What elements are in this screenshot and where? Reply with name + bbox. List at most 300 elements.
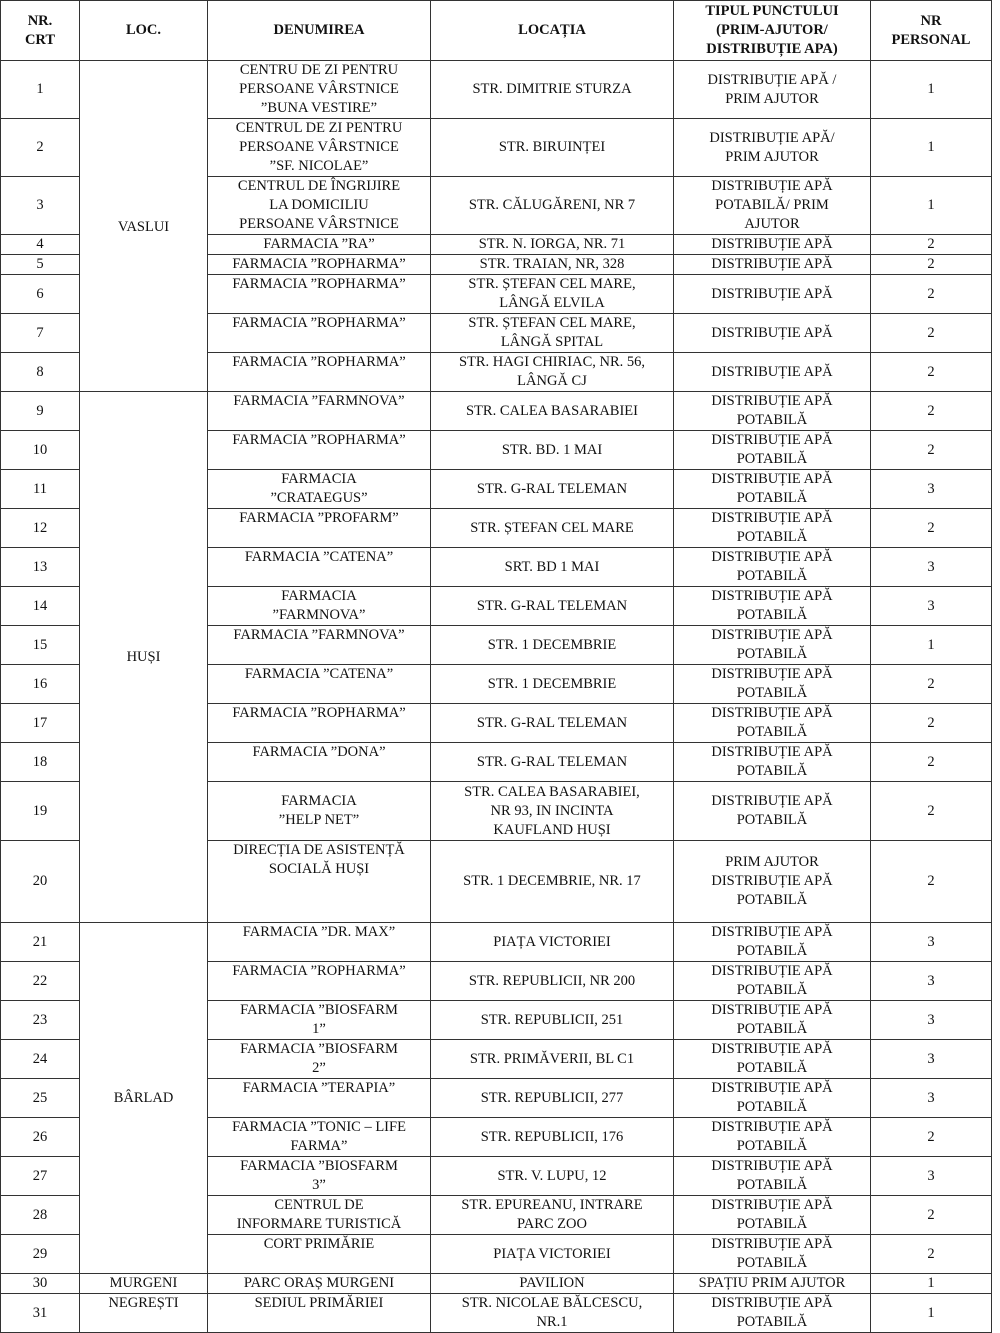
cell-tipul-punctului-text: DISTRIBUȚIE APĂ POTABILĂ [711,588,833,623]
cell-tipul-punctului [674,235,871,255]
cell-locatia-text: STR. 1 DECEMBRIE, NR. 17 [463,873,641,889]
cell-nr-crt [1,119,80,177]
cell-locatia [431,1040,674,1079]
cell-nr-personal [871,353,992,392]
cell-nr-personal-text: 2 [927,1128,935,1145]
cell-tipul-punctului-text: PRIM AJUTOR DISTRIBUȚIE APĂ POTABILĂ [711,854,833,908]
cell-nr-crt-text: 15 [32,636,48,653]
header-loc: LOC. [80,1,208,61]
cell-nr-personal [871,923,992,962]
cell-nr-personal-text: 2 [927,285,935,302]
cell-denumirea-text: CENTRUL DE ÎNGRIJIRE LA DOMICILIU PERSOANE VÂRSTNICE [237,178,401,232]
cell-denumirea [208,704,431,743]
cell-nr-personal [871,1079,992,1118]
cell-nr-personal [871,1157,992,1196]
cell-tipul-punctului [674,353,871,392]
cell-denumirea [208,235,431,255]
cell-nr-personal-text: 2 [927,363,935,380]
cell-nr-personal-text: 2 [927,1206,935,1223]
cell-denumirea [208,392,431,431]
cell-locatia [431,743,674,782]
cell-tipul-punctului-text: DISTRIBUȚIE APĂ POTABILĂ [711,705,833,740]
cell-denumirea-text: FARMACIA ”HELP NET” [278,793,360,828]
cell-tipul-punctului [674,782,871,841]
cell-locatia-text: STR. ȘTEFAN CEL MARE [470,519,634,536]
cell-locatia-text: STR. CALEA BASARABIEI, NR 93, IN INCINTA KAUFLAND HUȘI [464,783,640,838]
cell-nr-personal-text: 1 [927,636,935,653]
cell-localitate [80,1294,208,1333]
cell-tipul-punctului [674,1235,871,1274]
cell-localitate-text: VASLUI [117,219,170,235]
cell-tipul-punctului [674,841,871,923]
cell-nr-crt [1,1118,80,1157]
cell-locatia-text: STR. EPUREANU, INTRARE PARC ZOO [461,1197,643,1232]
cell-locatia [431,1001,674,1040]
cell-tipul-punctului-text: DISTRIBUȚIE APĂ POTABILĂ [711,666,833,701]
cell-tipul-punctului [674,509,871,548]
cell-denumirea [208,548,431,587]
cell-tipul-punctului-text: DISTRIBUȚIE APĂ POTABILĂ [711,627,833,662]
cell-tipul-punctului-text: DISTRIBUȚIE APĂ POTABILĂ/ PRIM AJUTOR [711,178,833,232]
cell-denumirea [208,353,431,392]
table-row [1,61,992,119]
cell-nr-crt [1,743,80,782]
cell-nr-personal-text: 2 [927,256,935,272]
cell-nr-personal [871,1196,992,1235]
cell-denumirea [208,1079,431,1118]
cell-nr-crt [1,923,80,962]
cell-nr-crt-text: 14 [32,597,48,614]
cell-locatia-text: STR. NICOLAE BĂLCESCU, NR.1 [461,1295,643,1330]
cell-tipul-punctului-text: DISTRIBUȚIE APĂ POTABILĂ [711,1236,833,1271]
cell-nr-crt-text: 4 [36,236,44,252]
cell-tipul-punctului-text: DISTRIBUȚIE APĂ [711,236,833,252]
cell-locatia [431,431,674,470]
cell-nr-crt-text: 21 [32,933,48,950]
cell-denumirea [208,782,431,841]
cell-nr-personal-text: 2 [927,519,935,536]
cell-denumirea [208,1235,431,1274]
cell-nr-crt [1,548,80,587]
cell-tipul-punctului-text: DISTRIBUȚIE APĂ / PRIM AJUTOR [707,71,837,107]
cell-tipul-punctului-text: DISTRIBUȚIE APĂ POTABILĂ [711,393,833,428]
cell-tipul-punctului-text: DISTRIBUȚIE APĂ POTABILĂ [711,1119,833,1154]
cell-locatia [431,235,674,255]
cell-tipul-punctului [674,743,871,782]
cell-nr-personal-text: 2 [927,675,935,692]
cell-nr-crt [1,314,80,353]
cell-denumirea [208,587,431,626]
cell-nr-personal [871,235,992,255]
cell-denumirea [208,177,431,235]
cell-locatia-text: PAVILION [519,1275,585,1291]
cell-tipul-punctului [674,61,871,119]
cell-nr-personal-text: 3 [927,558,935,575]
cell-nr-personal [871,392,992,431]
cell-nr-personal [871,841,992,923]
cell-locatia-text: STR. G-RAL TELEMAN [476,480,628,497]
table-row [1,1274,992,1294]
cell-locatia-text: STR. V. LUPU, 12 [497,1167,607,1184]
header-tipul-punctului: TIPUL PUNCTULUI (PRIM-AJUTOR/ DISTRIBUȚIE APA) [674,1,871,61]
cell-nr-crt-text: 27 [32,1167,48,1184]
cell-nr-crt-text: 26 [32,1128,48,1145]
cell-nr-crt-text: 9 [36,402,44,419]
cell-tipul-punctului [674,1040,871,1079]
cell-denumirea [208,743,431,782]
cell-denumirea-text: FARMACIA ”DONA” [252,744,386,760]
cell-nr-personal [871,704,992,743]
cell-nr-personal-text: 2 [927,402,935,419]
cell-locatia [431,119,674,177]
cell-denumirea-text: FARMACIA ”CRATAEGUS” [270,471,368,506]
cell-locatia-text: PIAȚA VICTORIEI [493,933,611,950]
cell-nr-crt-text: 17 [32,714,48,731]
cell-nr-personal [871,119,992,177]
cell-locatia-text: STR. G-RAL TELEMAN [476,597,628,614]
table-row [1,392,992,431]
cell-nr-personal-text: 2 [927,714,935,731]
cell-nr-crt-text: 28 [32,1206,48,1223]
cell-tipul-punctului-text: DISTRIBUȚIE APĂ POTABILĂ [711,1158,833,1193]
header-locatia: LOCAȚIA [431,1,674,61]
cell-nr-crt [1,1274,80,1294]
cell-tipul-punctului-text: DISTRIBUȚIE APĂ POTABILĂ [711,1197,833,1232]
cell-locatia [431,1294,674,1333]
cell-tipul-punctului [674,177,871,235]
cell-nr-crt-text: 3 [36,197,44,213]
cell-tipul-punctului-text: DISTRIBUȚIE APĂ [711,256,833,272]
cell-locatia [431,314,674,353]
cell-nr-crt-text: 16 [32,675,48,692]
cell-tipul-punctului [674,1079,871,1118]
cell-denumirea-text: FARMACIA ”BIOSFARM 2” [240,1041,398,1076]
cell-nr-crt-text: 30 [32,1275,48,1291]
cell-denumirea-text: FARMACIA ”RA” [263,236,375,252]
cell-nr-crt-text: 5 [36,256,44,272]
cell-denumirea [208,962,431,1001]
cell-tipul-punctului-text: DISTRIBUȚIE APĂ POTABILĂ [711,744,833,779]
cell-denumirea-text: FARMACIA ”DR. MAX” [242,924,396,940]
cell-locatia-text: STR. REPUBLICII, 176 [480,1128,624,1145]
cell-nr-crt-text: 13 [32,558,48,575]
cell-locatia-text: STR. ȘTEFAN CEL MARE, LÂNGĂ SPITAL [468,315,636,350]
cell-nr-personal [871,1118,992,1157]
cell-locatia-text: STR. ȘTEFAN CEL MARE, LÂNGĂ ELVILA [468,276,636,311]
header-row [1,1,992,61]
cell-locatia-text: STR. DIMITRIE STURZA [472,81,632,97]
cell-localitate-text: MURGENI [109,1275,178,1291]
cell-nr-crt-text: 29 [32,1245,48,1262]
cell-tipul-punctului-text: DISTRIBUȚIE APĂ POTABILĂ [711,1080,833,1115]
cell-nr-crt-text: 7 [36,324,44,341]
cell-nr-personal-text: 1 [927,197,935,213]
cell-denumirea-text: CENTRUL DE INFORMARE TURISTICĂ [236,1197,402,1232]
cell-tipul-punctului-text: DISTRIBUȚIE APĂ [711,324,833,341]
cell-locatia [431,255,674,275]
cell-tipul-punctului [674,923,871,962]
cell-locatia [431,275,674,314]
cell-nr-crt [1,841,80,923]
cell-nr-personal-text: 2 [927,753,935,770]
cell-denumirea-text: FARMACIA ”FARMNOVA” [233,393,405,409]
cell-denumirea-text: FARMACIA ”ROPHARMA” [232,705,406,721]
cell-denumirea-text: PARC ORAȘ MURGENI [243,1275,395,1291]
cell-nr-personal-text: 2 [927,236,935,252]
cell-nr-personal-text: 3 [927,972,935,989]
cell-nr-personal [871,1294,992,1333]
cell-nr-crt-text: 24 [32,1050,48,1067]
cell-denumirea-text: FARMACIA ”ROPHARMA” [232,315,406,331]
cell-tipul-punctului-text: DISTRIBUȚIE APĂ POTABILĂ [711,1295,833,1330]
cell-nr-crt-text: 8 [36,363,44,380]
cell-nr-personal [871,962,992,1001]
cell-tipul-punctului-text: DISTRIBUȚIE APĂ POTABILĂ [711,924,833,959]
cell-denumirea [208,665,431,704]
cell-locatia-text: STR. BD. 1 MAI [501,441,603,458]
cell-denumirea-text: FARMACIA ”TERAPIA” [242,1080,396,1096]
cell-localitate [80,61,208,392]
cell-tipul-punctului [674,392,871,431]
cell-nr-crt [1,962,80,1001]
cell-tipul-punctului [674,962,871,1001]
cell-locatia [431,177,674,235]
cell-nr-personal [871,626,992,665]
cell-nr-personal-text: 2 [927,441,935,458]
cell-denumirea [208,1294,431,1333]
cell-nr-crt [1,1196,80,1235]
cell-tipul-punctului [674,470,871,509]
cell-nr-crt [1,255,80,275]
cell-denumirea [208,255,431,275]
cell-tipul-punctului [674,1274,871,1294]
cell-nr-crt [1,1235,80,1274]
header-nr-personal: NR PERSONAL [871,1,992,61]
cell-tipul-punctului-text: DISTRIBUȚIE APĂ [711,285,833,302]
cell-tipul-punctului [674,1118,871,1157]
cell-locatia [431,1274,674,1294]
cell-locatia-text: STR. REPUBLICII, 251 [480,1011,624,1028]
cell-tipul-punctului [674,1196,871,1235]
cell-locatia-text: STR. REPUBLICII, 277 [480,1089,624,1106]
cell-locatia-text: STR. N. IORGA, NR. 71 [478,236,626,252]
cell-nr-personal [871,1274,992,1294]
cell-denumirea-text: FARMACIA ”ROPHARMA” [232,276,406,292]
cell-locatia [431,587,674,626]
cell-tipul-punctului-text: SPAȚIU PRIM AJUTOR [698,1275,846,1291]
cell-denumirea [208,431,431,470]
cell-tipul-punctului-text: DISTRIBUȚIE APĂ/ PRIM AJUTOR [709,129,835,165]
cell-nr-personal [871,665,992,704]
cell-nr-crt [1,1294,80,1333]
cell-nr-crt [1,509,80,548]
cell-denumirea [208,1157,431,1196]
cell-nr-personal-text: 2 [927,324,935,341]
cell-nr-personal [871,587,992,626]
cell-nr-personal-text: 3 [927,933,935,950]
cell-nr-personal-text: 3 [927,1089,935,1106]
cell-locatia [431,509,674,548]
cell-denumirea-text: CENTRUL DE ZI PENTRU PERSOANE VÂRSTNICE ”SF. NICOLAE” [235,120,403,174]
cell-locatia-text: STR. REPUBLICII, NR 200 [468,972,636,989]
cell-denumirea-text: FARMACIA ”ROPHARMA” [232,256,406,272]
cell-tipul-punctului [674,1294,871,1333]
cell-tipul-punctului-text: DISTRIBUȚIE APĂ POTABILĂ [711,1002,833,1037]
cell-locatia [431,1157,674,1196]
cell-denumirea-text: CORT PRIMĂRIE [263,1236,375,1252]
cell-nr-crt-text: 22 [32,972,48,989]
cell-locatia-text: STR. 1 DECEMBRIE [487,636,617,653]
cell-nr-crt [1,470,80,509]
cell-nr-crt [1,61,80,119]
cell-tipul-punctului-text: DISTRIBUȚIE APĂ POTABILĂ [711,549,833,584]
cell-nr-crt [1,235,80,255]
cell-locatia-text: STR. PRIMĂVERII, BL C1 [469,1050,635,1067]
cell-locatia-text: STR. HAGI CHIRIAC, NR. 56, LÂNGĂ CJ [458,354,646,389]
cell-denumirea-text: FARMACIA ”BIOSFARM 3” [240,1158,398,1193]
cell-tipul-punctului-text: DISTRIBUȚIE APĂ [711,363,833,380]
cell-tipul-punctului [674,275,871,314]
cell-nr-crt-text: 20 [32,873,48,889]
cell-denumirea-text: FARMACIA ”PROFARM” [239,510,399,526]
cell-tipul-punctului [674,119,871,177]
cell-tipul-punctului [674,255,871,275]
cell-localitate-text: NEGREȘTI [108,1295,179,1311]
cell-denumirea-text: FARMACIA ”CATENA” [244,549,394,565]
cell-nr-crt [1,782,80,841]
cell-nr-personal-text: 2 [927,873,935,889]
cell-locatia-text: STR. CALEA BASARABIEI [465,402,638,419]
cell-locatia-text: PIAȚA VICTORIEI [493,1245,611,1262]
cell-denumirea-text: FARMACIA ”BIOSFARM 1” [240,1002,398,1037]
cell-nr-crt-text: 1 [36,81,44,97]
cell-locatia-text: STR. CĂLUGĂRENI, NR 7 [468,197,636,213]
cell-tipul-punctului [674,1001,871,1040]
cell-nr-personal [871,509,992,548]
cell-locatia-text: STR. G-RAL TELEMAN [476,753,628,770]
cell-locatia [431,962,674,1001]
cell-nr-personal [871,470,992,509]
cell-nr-personal-text: 1 [927,1275,935,1291]
cell-locatia [431,1196,674,1235]
cell-denumirea [208,61,431,119]
cell-nr-personal-text: 3 [927,1167,935,1184]
cell-nr-crt [1,392,80,431]
cell-nr-crt-text: 12 [32,519,48,536]
cell-locatia [431,392,674,431]
cell-locatia [431,923,674,962]
cell-locatia [431,665,674,704]
cell-nr-crt [1,177,80,235]
cell-nr-crt [1,704,80,743]
cell-tipul-punctului [674,548,871,587]
cell-nr-crt-text: 18 [32,753,48,770]
cell-nr-personal [871,782,992,841]
cell-denumirea-text: FARMACIA ”ROPHARMA” [232,354,406,370]
cell-nr-crt [1,587,80,626]
cell-denumirea [208,1040,431,1079]
cell-tipul-punctului [674,431,871,470]
cell-tipul-punctului [674,1157,871,1196]
cell-locatia [431,1235,674,1274]
cell-tipul-punctului-text: DISTRIBUȚIE APĂ POTABILĂ [711,432,833,467]
cell-denumirea-text: SEDIUL PRIMĂRIEI [254,1295,384,1311]
cell-locatia [431,1079,674,1118]
cell-tipul-punctului-text: DISTRIBUȚIE APĂ POTABILĂ [711,471,833,506]
cell-denumirea [208,1118,431,1157]
cell-denumirea-text: FARMACIA ”TONIC – LIFE FARMA” [232,1119,406,1154]
cell-locatia [431,841,674,923]
cell-nr-personal [871,255,992,275]
header-denumirea: DENUMIREA [208,1,431,61]
cell-tipul-punctului [674,314,871,353]
cell-denumirea [208,626,431,665]
cell-tipul-punctului [674,587,871,626]
cell-tipul-punctului [674,626,871,665]
cell-localitate-text: HUȘI [126,648,161,665]
cell-locatia [431,626,674,665]
cell-nr-personal-text: 2 [927,802,935,819]
cell-nr-personal-text: 3 [927,1011,935,1028]
cell-nr-crt [1,353,80,392]
cell-nr-crt-text: 25 [32,1089,48,1106]
cell-denumirea [208,509,431,548]
cell-nr-crt-text: 23 [32,1011,48,1028]
cell-localitate-text: BÂRLAD [113,1089,174,1106]
cell-denumirea [208,470,431,509]
header-nr-crt: NR. CRT [1,1,80,61]
cell-locatia-text: STR. G-RAL TELEMAN [476,714,628,731]
cell-denumirea [208,119,431,177]
cell-locatia [431,704,674,743]
cell-nr-personal-text: 1 [927,139,935,155]
cell-tipul-punctului-text: DISTRIBUȚIE APĂ POTABILĂ [711,1041,833,1076]
cell-denumirea-text: FARMACIA ”ROPHARMA” [232,963,406,979]
cell-nr-personal [871,1001,992,1040]
cell-locatia [431,1118,674,1157]
cell-locatia [431,61,674,119]
cell-tipul-punctului-text: DISTRIBUȚIE APĂ POTABILĂ [711,963,833,998]
cell-denumirea [208,923,431,962]
cell-nr-personal [871,1040,992,1079]
cell-nr-personal-text: 3 [927,480,935,497]
cell-nr-crt-text: 2 [36,139,44,155]
cell-nr-personal-text: 1 [927,1304,935,1321]
table-row [1,923,992,962]
cell-nr-crt [1,626,80,665]
cell-nr-crt [1,1040,80,1079]
cell-nr-crt-text: 11 [33,480,47,497]
cell-locatia [431,353,674,392]
cell-nr-personal [871,314,992,353]
cell-nr-personal [871,61,992,119]
cell-nr-personal [871,743,992,782]
cell-nr-personal [871,431,992,470]
cell-nr-crt [1,1157,80,1196]
cell-denumirea [208,1196,431,1235]
cell-localitate [80,1274,208,1294]
cell-tipul-punctului-text: DISTRIBUȚIE APĂ POTABILĂ [711,793,833,828]
cell-denumirea-text: DIRECȚIA DE ASISTENȚĂ SOCIALĂ HUȘI [233,842,405,877]
cell-nr-personal-text: 3 [927,1050,935,1067]
cell-nr-crt-text: 31 [32,1304,48,1321]
cell-tipul-punctului [674,704,871,743]
cell-nr-crt [1,665,80,704]
cell-locatia [431,470,674,509]
cell-denumirea-text: FARMACIA ”FARMNOVA” [233,627,405,643]
cell-denumirea [208,275,431,314]
cell-locatia-text: STR. TRAIAN, NR, 328 [479,256,625,272]
